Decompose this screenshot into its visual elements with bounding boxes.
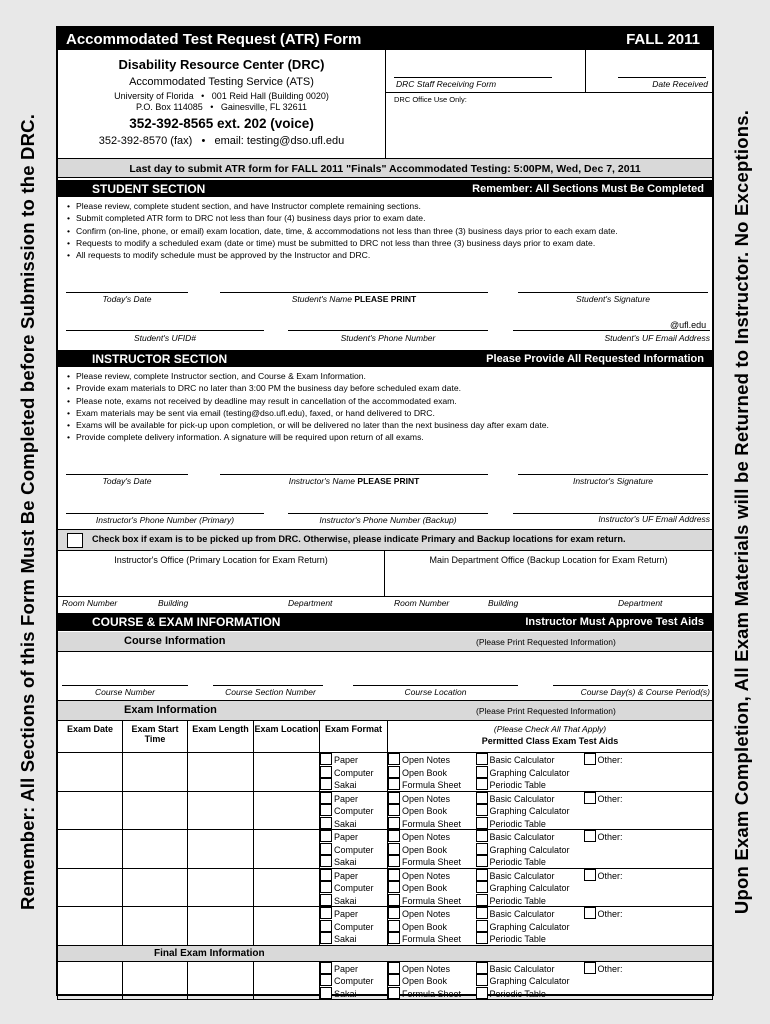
exam-cell[interactable] xyxy=(58,868,123,907)
checkbox[interactable] xyxy=(320,932,332,944)
exam-cell[interactable] xyxy=(254,961,320,1000)
instructor-phone-backup-label: Instructor's Phone Number (Backup) xyxy=(319,515,457,525)
checkbox[interactable] xyxy=(476,778,488,790)
checkbox[interactable] xyxy=(388,778,400,790)
form-title-bar xyxy=(58,28,712,50)
office-backup-label: Main Department Office (Backup Location for Exam Return) xyxy=(429,555,668,565)
checkbox[interactable] xyxy=(476,987,488,999)
checkbox[interactable] xyxy=(476,792,488,804)
drc-phone: 352-392-8565 ext. 202 (voice) xyxy=(129,116,314,131)
checkbox[interactable] xyxy=(320,804,332,816)
aid-options-b: Basic Calculator Graphing Calculator Periodic Table xyxy=(476,791,584,830)
student-instructions: • Please review, complete student section, and have Instructor complete remaining sections. • Submit completed ATR form to DRC not less than four (4) business days prior to exam date. • Confirm (on-line, phone, or email) exam location, date, time, & accommodations not less than three (3) business days prior to each exam date. • Requests to modify a scheduled exam (date or time) must be submitted to DRC not less than three (3) business days prior to exam date. • All requests to modify schedule must be approved by the Instructor and DRC. xyxy=(62,200,708,261)
exam-cell[interactable] xyxy=(58,791,123,830)
format-options: Paper Computer Sakai xyxy=(320,868,388,907)
exam-cell[interactable] xyxy=(123,961,188,1000)
checkbox[interactable] xyxy=(388,987,400,999)
other-checkbox[interactable] xyxy=(584,792,596,804)
final-exam-header: Final Exam Information xyxy=(58,945,713,961)
course-section-label: Course Section Number xyxy=(225,687,316,697)
right-margin-notice: Upon Exam Completion, All Exam Materials will be Returned to Instructor. No Exceptions. xyxy=(731,109,752,915)
exam-cell[interactable] xyxy=(254,868,320,907)
staff-receiving-label: DRC Staff Receiving Form xyxy=(396,79,497,89)
checkbox[interactable] xyxy=(388,962,400,974)
checkbox[interactable] xyxy=(476,869,488,881)
exam-info-bar: Exam Information (Please Print Requested Information) xyxy=(58,700,712,721)
exam-row xyxy=(58,868,713,907)
exam-cell[interactable] xyxy=(254,753,320,792)
other-checkbox[interactable] xyxy=(584,907,596,919)
checkbox[interactable] xyxy=(476,843,488,855)
office-use-label: DRC Office Use Only: xyxy=(394,95,467,104)
checkbox[interactable] xyxy=(320,869,332,881)
backup-room-label: Room Number xyxy=(394,598,450,608)
student-ufid-label: Student's UFID# xyxy=(133,333,197,343)
student-section-header: STUDENT SECTION Remember: All Sections Must Be Completed xyxy=(58,180,712,197)
instructor-email-label: Instructor's UF Email Address xyxy=(598,514,710,524)
ufl-email-suffix: @ufl.edu xyxy=(670,320,707,330)
exam-row xyxy=(58,907,713,946)
other-option: Other: xyxy=(584,753,713,792)
exam-cell[interactable] xyxy=(188,791,254,830)
checkbox[interactable] xyxy=(476,894,488,906)
checkbox[interactable] xyxy=(388,855,400,867)
aid-options-b: Basic Calculator Graphing Calculator Periodic Table xyxy=(476,830,584,869)
aid-options-a: Open Notes Open Book Formula Sheet xyxy=(388,868,476,907)
checkbox[interactable] xyxy=(320,894,332,906)
exam-row xyxy=(58,753,713,792)
drc-name: Disability Resource Center (DRC) xyxy=(118,57,325,72)
format-options: Paper Computer Sakai xyxy=(320,830,388,869)
exam-row xyxy=(58,791,713,830)
form-term: FALL 2011 xyxy=(626,30,700,48)
course-section-header: COURSE & EXAM INFORMATION Instructor Must Approve Test Aids xyxy=(58,613,712,631)
exam-cell[interactable] xyxy=(58,830,123,869)
col-exam-length: Exam Length xyxy=(188,721,254,753)
drc-address-1: University of Florida • 001 Reid Hall (Building 0020) xyxy=(114,91,329,101)
checkbox[interactable] xyxy=(320,855,332,867)
checkbox[interactable] xyxy=(320,830,332,842)
checkbox[interactable] xyxy=(388,920,400,932)
exam-cell[interactable] xyxy=(254,791,320,830)
office-use-box xyxy=(385,50,712,158)
aid-options-a: Open Notes Open Book Formula Sheet xyxy=(388,791,476,830)
pickup-row xyxy=(58,529,712,551)
return-locations xyxy=(58,551,712,597)
exam-row xyxy=(58,961,713,1000)
checkbox[interactable] xyxy=(388,817,400,829)
other-checkbox[interactable] xyxy=(584,869,596,881)
exam-cell[interactable] xyxy=(123,868,188,907)
aid-options-b: Basic Calculator Graphing Calculator Periodic Table xyxy=(476,868,584,907)
checkbox[interactable] xyxy=(388,766,400,778)
aid-options-a: Open Notes Open Book Formula Sheet xyxy=(388,907,476,946)
checkbox[interactable] xyxy=(476,855,488,867)
checkbox[interactable] xyxy=(388,881,400,893)
course-number-label: Course Number xyxy=(95,687,155,697)
checkbox[interactable] xyxy=(388,792,400,804)
student-phone-label: Student's Phone Number xyxy=(340,333,436,343)
pickup-checkbox[interactable] xyxy=(67,533,83,548)
checkbox[interactable] xyxy=(320,907,332,919)
date-received-label: Date Received xyxy=(652,79,708,89)
checkbox[interactable] xyxy=(320,843,332,855)
checkbox[interactable] xyxy=(476,974,488,986)
aid-options-b: Basic Calculator Graphing Calculator Periodic Table xyxy=(476,961,584,1000)
checkbox[interactable] xyxy=(320,881,332,893)
checkbox[interactable] xyxy=(388,974,400,986)
checkbox[interactable] xyxy=(476,932,488,944)
checkbox[interactable] xyxy=(320,962,332,974)
instructor-date-label: Today's Date xyxy=(102,476,152,486)
checkbox[interactable] xyxy=(388,804,400,816)
exam-cell[interactable] xyxy=(123,830,188,869)
exam-cell[interactable] xyxy=(58,907,123,946)
exam-cell[interactable] xyxy=(188,830,254,869)
drc-contact: 352-392-8570 (fax) • email: testing@dso.ufl.edu xyxy=(98,135,345,147)
checkbox[interactable] xyxy=(388,869,400,881)
checkbox[interactable] xyxy=(320,766,332,778)
checkbox[interactable] xyxy=(476,753,488,765)
exam-table-header xyxy=(58,721,713,753)
drc-service: Accommodated Testing Service (ATS) xyxy=(129,76,314,88)
other-checkbox[interactable] xyxy=(584,753,596,765)
format-options: Paper Computer Sakai xyxy=(320,791,388,830)
instructor-signature-label: Instructor's Signature xyxy=(572,476,654,486)
format-options: Paper Computer Sakai xyxy=(320,961,388,1000)
student-email-label: Student's UF Email Address xyxy=(604,333,710,343)
checkbox[interactable] xyxy=(476,766,488,778)
checkbox[interactable] xyxy=(320,753,332,765)
checkbox[interactable] xyxy=(476,804,488,816)
checkbox[interactable] xyxy=(320,920,332,932)
checkbox[interactable] xyxy=(388,830,400,842)
student-date-label: Today's Date xyxy=(102,294,152,304)
other-option: Other: xyxy=(584,791,713,830)
deadline-banner: Last day to submit ATR form for FALL 2011 "Finals" Accommodated Testing: 5:00PM, Wed, Dec 7, 2011 xyxy=(58,158,712,178)
checkbox[interactable] xyxy=(476,962,488,974)
checkbox[interactable] xyxy=(476,817,488,829)
form-title: Accommodated Test Request (ATR) Form xyxy=(66,30,362,48)
left-margin-reminder: Remember: All Sections of this Form Must Be Completed before Submission to the DRC. xyxy=(17,113,38,911)
checkbox[interactable] xyxy=(388,907,400,919)
exam-cell[interactable] xyxy=(58,961,123,1000)
exam-row xyxy=(58,830,713,869)
col-exam-format: Exam Format xyxy=(320,721,388,753)
instructor-phone-primary-label: Instructor's Phone Number (Primary) xyxy=(95,515,235,525)
checkbox[interactable] xyxy=(320,987,332,999)
exam-cell[interactable] xyxy=(188,961,254,1000)
exam-cell[interactable] xyxy=(188,753,254,792)
instructor-name-label: Instructor's Name PLEASE PRINT xyxy=(288,476,420,486)
primary-room-label: Room Number xyxy=(62,598,118,608)
format-options: Paper Computer Sakai xyxy=(320,753,388,792)
course-info-bar: Course Information (Please Print Requested Information) xyxy=(58,632,712,652)
checkbox[interactable] xyxy=(476,920,488,932)
checkbox[interactable] xyxy=(320,974,332,986)
exam-cell[interactable] xyxy=(123,791,188,830)
student-name-label: Student's Name PLEASE PRINT xyxy=(291,294,417,304)
other-option: Other: xyxy=(584,961,713,1000)
aid-options-b: Basic Calculator Graphing Calculator Periodic Table xyxy=(476,753,584,792)
student-signature-label: Student's Signature xyxy=(576,294,650,304)
checkbox[interactable] xyxy=(388,843,400,855)
exam-cell[interactable] xyxy=(123,907,188,946)
drc-info xyxy=(58,50,385,158)
col-start-time: Exam Start Time xyxy=(123,721,188,753)
checkbox[interactable] xyxy=(388,753,400,765)
atr-form xyxy=(56,26,714,999)
instructor-section-header: INSTRUCTOR SECTION Please Provide All Requested Information xyxy=(58,350,712,367)
checkbox[interactable] xyxy=(388,932,400,944)
exam-cell[interactable] xyxy=(254,907,320,946)
other-option: Other: xyxy=(584,868,713,907)
exam-table xyxy=(57,720,713,1000)
exam-cell[interactable] xyxy=(254,830,320,869)
course-location-label: Course Location xyxy=(404,687,467,697)
exam-cell[interactable] xyxy=(188,868,254,907)
aid-options-b: Basic Calculator Graphing Calculator Periodic Table xyxy=(476,907,584,946)
col-test-aids: (Please Check All That Apply) Permitted Class Exam Test Aids xyxy=(388,721,713,753)
checkbox[interactable] xyxy=(320,817,332,829)
primary-department-label: Department xyxy=(288,598,333,608)
aid-options-a: Open Notes Open Book Formula Sheet xyxy=(388,830,476,869)
checkbox[interactable] xyxy=(320,778,332,790)
instructor-instructions: • Please review, complete Instructor section, and Course & Exam Information. • Provide exam materials to DRC no later than 3:00 PM the business day before scheduled exam date. • Please note, exams not received by deadline may result in cancellation of the accommodated exam. • Exam materials may be sent via email (testing@dso.ufl.edu), faxed, or hand delivered to DRC. • Exams will be available for pick-up upon completion, or will be delivered no later than the next business day after exam date. • Provide complete delivery information. A signature will be required upon return of all exams. xyxy=(62,370,708,444)
office-primary-label: Instructor's Office (Primary Location for Exam Return) xyxy=(114,555,328,565)
checkbox[interactable] xyxy=(476,907,488,919)
exam-cell[interactable] xyxy=(58,753,123,792)
pickup-label: Check box if exam is to be picked up from DRC. Otherwise, please indicate Primary and Backup locations for exam return. xyxy=(92,534,626,544)
format-options: Paper Computer Sakai xyxy=(320,907,388,946)
course-days-label: Course Day(s) & Course Period(s) xyxy=(580,687,710,697)
exam-cell[interactable] xyxy=(123,753,188,792)
other-option: Other: xyxy=(584,907,713,946)
exam-cell[interactable] xyxy=(188,907,254,946)
aid-options-a: Open Notes Open Book Formula Sheet xyxy=(388,961,476,1000)
col-exam-location: Exam Location xyxy=(254,721,320,753)
col-exam-date: Exam Date xyxy=(58,721,123,753)
aid-options-a: Open Notes Open Book Formula Sheet xyxy=(388,753,476,792)
checkbox[interactable] xyxy=(320,792,332,804)
other-checkbox[interactable] xyxy=(584,830,596,842)
backup-department-label: Department xyxy=(618,598,663,608)
checkbox[interactable] xyxy=(476,830,488,842)
primary-building-label: Building xyxy=(158,598,189,608)
checkbox[interactable] xyxy=(476,881,488,893)
checkbox[interactable] xyxy=(388,894,400,906)
other-checkbox[interactable] xyxy=(584,962,596,974)
backup-building-label: Building xyxy=(488,598,519,608)
other-option: Other: xyxy=(584,830,713,869)
drc-address-2: P.O. Box 114085 • Gainesville, FL 32611 xyxy=(136,102,307,112)
